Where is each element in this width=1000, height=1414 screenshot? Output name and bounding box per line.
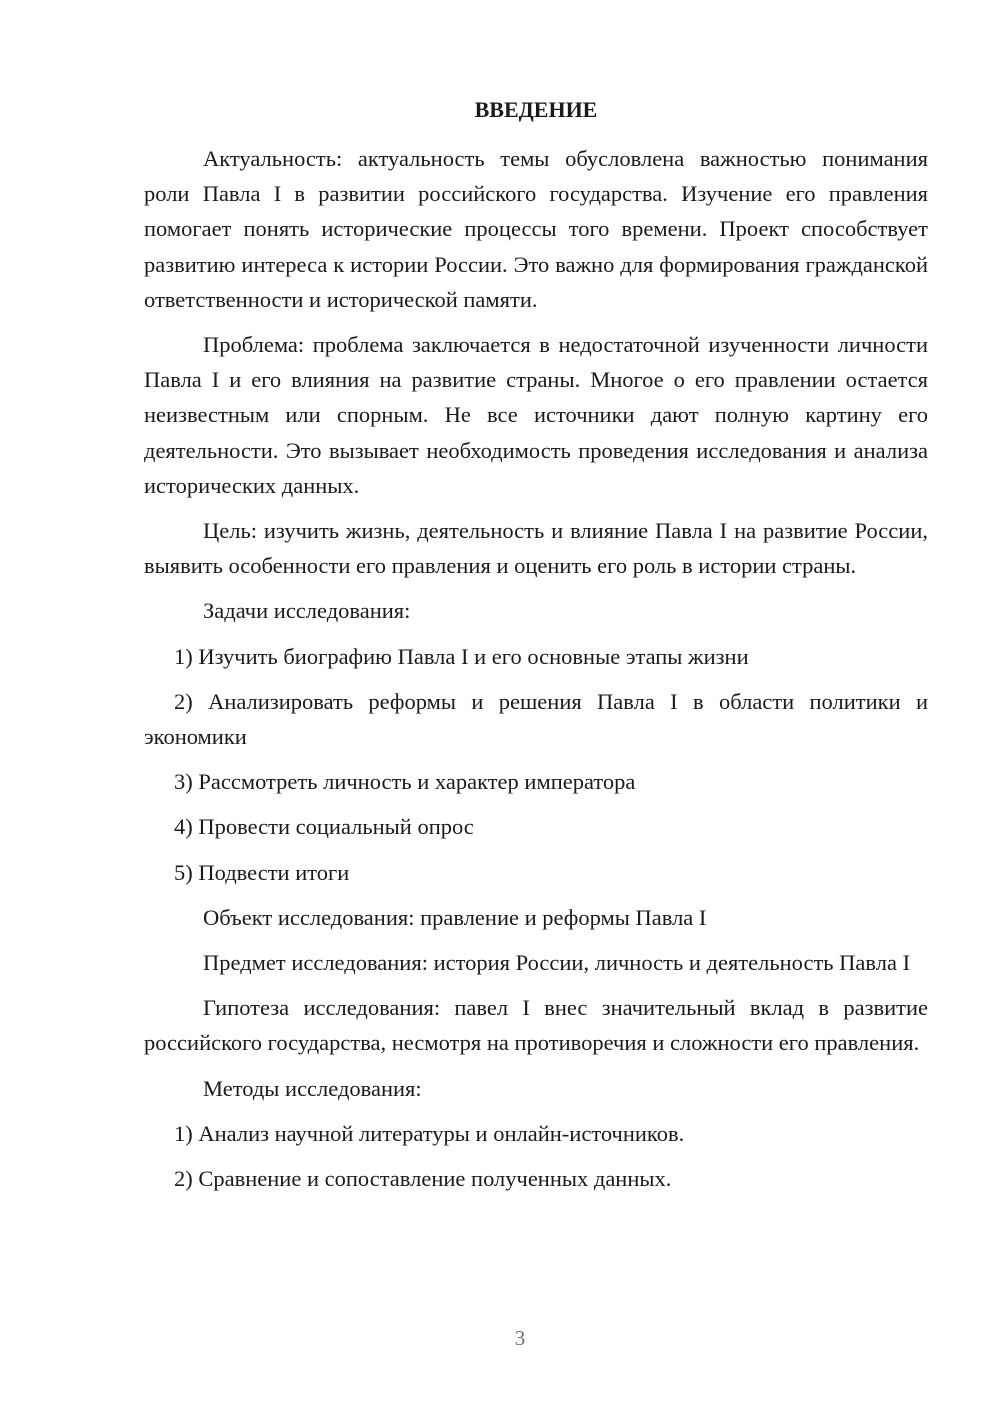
task-item-2: 2) Анализировать реформы и решения Павла I в области политики и экономики — [144, 688, 928, 750]
task-item-1: 1) Изучить биографию Павла I и его основные этапы жизни — [174, 643, 749, 669]
methods-heading: Методы исследования: — [203, 1075, 422, 1101]
tasks-heading: Задачи исследования: — [203, 598, 411, 624]
document-page — [144, 0, 928, 1414]
object-paragraph: Объект исследования: правление и реформы Павла I — [203, 904, 707, 930]
problem-paragraph: Проблема: проблема заключается в недостаточной изученности личности Павла I и его влияния на развитие страны. Многое о его правлении остается неизвестным или спорным. Не все источники дают полную картину его деятельности. Это вызывает необходимость проведения исследования и анализа исторических данных. — [144, 332, 928, 498]
section-title: ВВЕДЕНИЕ — [474, 97, 598, 122]
relevance-paragraph: Актуальность: актуальность темы обусловлена важностью понимания роли Павла I в развитии российского государства. Изучение его правления помогает понять исторические процессы того времени. Проект способствует развитию интереса к истории России. Это важно для формирования гражданской ответственности и исторической памяти. — [144, 146, 928, 312]
method-item-2: 2) Сравнение и сопоставление полученных данных. — [174, 1166, 672, 1192]
page-number: 3 — [514, 1326, 526, 1350]
method-item-1: 1) Анализ научной литературы и онлайн-источников. — [174, 1120, 685, 1146]
document-body — [144, 141, 928, 1206]
subject-paragraph: Предмет исследования: история России, личность и деятельность Павла I — [203, 950, 911, 976]
hypothesis-paragraph: Гипотеза исследования: павел I внес значительный вклад в развитие российского государства, несмотря на противоречия и сложности его правления. — [144, 995, 928, 1056]
task-item-4: 4) Провести социальный опрос — [174, 814, 474, 840]
goal-paragraph: Цель: изучить жизнь, деятельность и влияние Павла I на развитие России, выявить особенности его правления и оценить его роль в истории страны. — [144, 518, 928, 579]
task-item-5: 5) Подвести итоги — [174, 859, 350, 885]
task-item-3: 3) Рассмотреть личность и характер императора — [174, 769, 636, 795]
